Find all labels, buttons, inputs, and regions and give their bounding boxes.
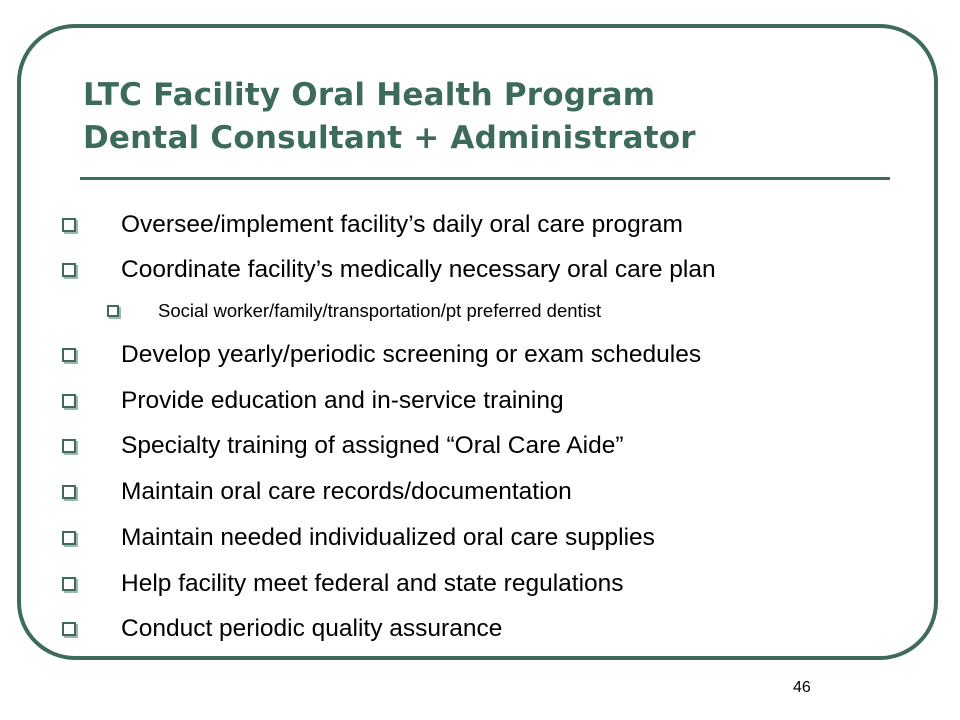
- sub-bullet-text: Social worker/family/transportation/pt preferred dentist: [158, 300, 602, 321]
- bullet-text: Maintain needed individualized oral care supplies: [121, 524, 655, 551]
- bullet-text: Oversee/implement facility’s daily oral care program: [121, 211, 683, 238]
- hollow-square-bullet-icon: [62, 531, 76, 545]
- hollow-square-bullet-icon: [62, 218, 76, 232]
- title-line-2: Dental Consultant + Administrator: [83, 120, 696, 156]
- bullet-item: [62, 387, 564, 415]
- hollow-square-bullet-icon: [62, 263, 76, 277]
- bullet-text: Specialty training of assigned “Oral Care Aide”: [121, 432, 624, 459]
- hollow-square-bullet-icon: [62, 485, 76, 499]
- bullet-item: [62, 341, 701, 369]
- bullet-item: [62, 615, 502, 643]
- sub-bullet-item: [107, 300, 601, 322]
- hollow-square-bullet-icon: [62, 439, 76, 453]
- page-number: 46: [793, 679, 811, 696]
- bullet-item: [62, 211, 683, 239]
- hollow-square-bullet-icon: [62, 622, 76, 636]
- title-line-1: LTC Facility Oral Health Program: [83, 77, 656, 113]
- bullet-item: [62, 256, 716, 284]
- hollow-square-bullet-icon: [62, 348, 76, 362]
- bullet-text: Provide education and in-service training: [121, 387, 564, 414]
- bullet-item: [62, 478, 572, 506]
- bullet-item: [62, 524, 655, 552]
- bullet-text: Develop yearly/periodic screening or exam schedules: [121, 341, 702, 368]
- hollow-square-bullet-icon: [62, 394, 76, 408]
- bullet-text: Conduct periodic quality assurance: [121, 615, 503, 642]
- bullet-item: [62, 570, 624, 598]
- bullet-text: Help facility meet federal and state regulations: [121, 570, 624, 597]
- hollow-square-bullet-icon: [62, 577, 76, 591]
- slide-title: [83, 74, 903, 160]
- title-divider: [80, 177, 890, 180]
- bullet-text: Maintain oral care records/documentation: [121, 478, 572, 505]
- hollow-square-bullet-icon: [107, 305, 119, 317]
- bullet-text: Coordinate facility’s medically necessary oral care plan: [121, 256, 716, 283]
- bullet-item: [62, 432, 624, 460]
